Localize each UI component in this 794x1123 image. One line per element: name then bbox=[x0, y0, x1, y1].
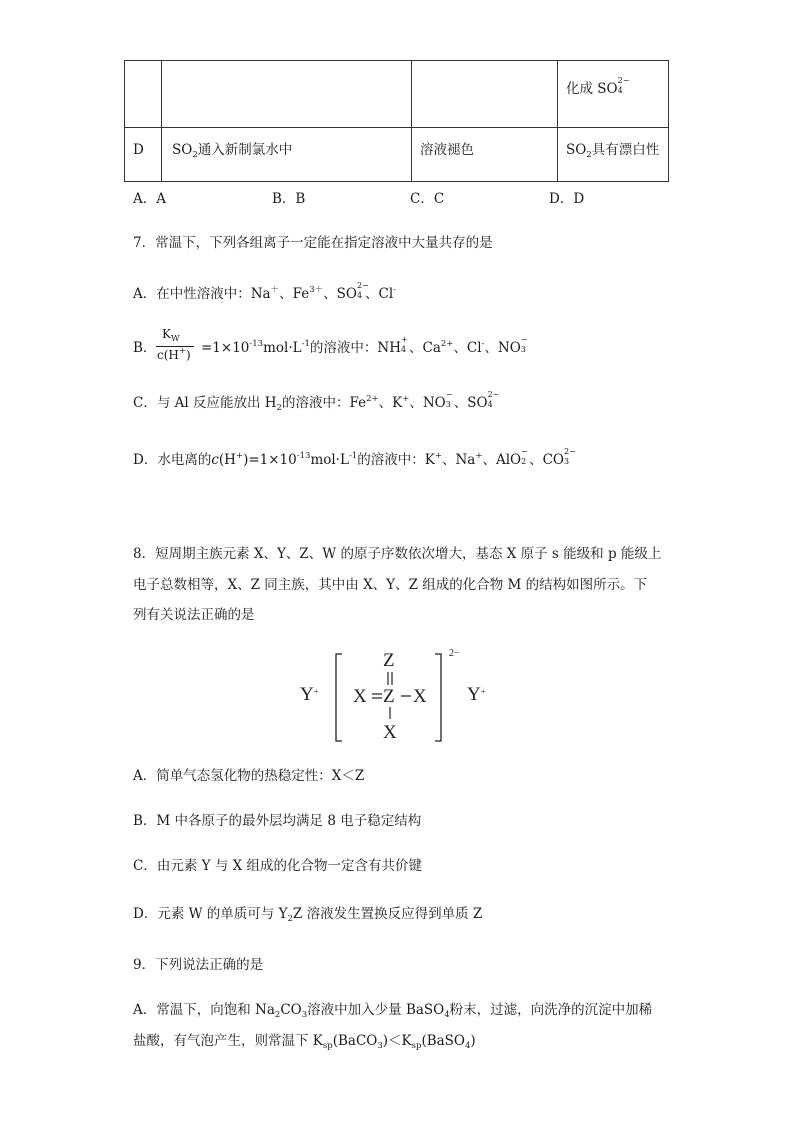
q7-stem: 7．常温下，下列各组离子一定能在指定溶液中大量共存的是 bbox=[133, 235, 493, 251]
q9-option-a-line-2: 盐酸，有气泡产生，则常温下 $K_{sp}(BaCO_3)<K_{sp}(BaSO_4)$ bbox=[133, 1033, 476, 1051]
table-cell-c-conclusion: 化成 SO 2− 4 bbox=[566, 76, 630, 97]
q9-option-a-line-1: A．常温下，向饱和 $Na_2CO_3$溶液中加入少量 BaSO$_4$粉末，过滤，向洗净的沉淀中加稀 bbox=[133, 1002, 653, 1020]
fraction-bar bbox=[156, 346, 194, 347]
structure-x-bottom: X bbox=[383, 722, 397, 743]
table-row-d-phenomenon: 溶液褪色 bbox=[420, 142, 474, 158]
q8-option-d: D．元素 W 的单质可与 $Y_2Z$ 溶液发生置换反应得到单质 Z bbox=[133, 906, 483, 924]
table-line bbox=[411, 60, 412, 182]
table-line bbox=[124, 181, 669, 182]
table-line bbox=[161, 60, 162, 182]
structure-z-center: Z bbox=[383, 686, 395, 707]
structure-x-right: X bbox=[413, 686, 427, 707]
q6-option-d: D．D bbox=[549, 191, 585, 207]
table-line bbox=[124, 60, 669, 61]
structure-z-top: Z bbox=[383, 650, 395, 671]
table-row-d-label: D bbox=[133, 142, 144, 158]
q8-stem-line-2: 电子总数相等，X、Z 同主族，其中由 X、Y、Z 组成的化合物 M 的结构如图所示。下 bbox=[133, 577, 648, 593]
fraction-denominator: c(H+) bbox=[157, 346, 191, 362]
structure-charge: 2− bbox=[449, 648, 460, 659]
q7-option-c: C．与 Al 反应能放出 $H_2$的溶液中：$Fe^{2+}$、K+、NO − 3 、SO 2− 4 bbox=[133, 390, 500, 413]
q8-stem-line-3: 列有关说法正确的是 bbox=[133, 607, 255, 623]
q8-option-c: C．由元素 Y 与 X 组成的化合物一定含有共价键 bbox=[133, 858, 423, 874]
q7-option-b-label: B． bbox=[133, 340, 157, 356]
table-line bbox=[124, 127, 669, 128]
q7-option-d: D．水电离的$c(H^+)=1\times 10^{-13}mol\cdot L^{-1}$的溶液中：K+、Na+、AlO − 2 、CO 2− 3 bbox=[133, 447, 576, 468]
q6-option-c: C．C bbox=[410, 191, 445, 207]
structure-x-left: X bbox=[353, 686, 367, 707]
q7-option-b: $=1\times 10^{-13}mol\cdot L^{-1}$的溶液中：NH + 4 、$Ca^{2+}$、Cl-、NO − 3 bbox=[201, 335, 528, 356]
table-line bbox=[557, 60, 558, 182]
q6-option-a: A．A bbox=[133, 191, 166, 207]
q9-stem: 9．下列说法正确的是 bbox=[133, 957, 264, 973]
left-bracket bbox=[336, 654, 342, 741]
q8-stem-line-1: 8．短周期主族元素 X、Y、Z、W 的原子序数依次增大，基态 X 原子 s 能级和 p 能级上 bbox=[133, 546, 662, 562]
table-line bbox=[668, 60, 669, 182]
q7-option-a: A．在中性溶液中：Na＋、$Fe^{3+}$、SO 2− 4 、Cl- bbox=[133, 281, 397, 302]
q8-option-b: B．M 中各原子的最外层均满足 8 电子稳定结构 bbox=[133, 813, 422, 829]
kw-fraction bbox=[155, 327, 197, 367]
table-row-d-operation: $SO_2$通入新制氯水中 bbox=[172, 142, 293, 160]
structure-cation-right: Y+ bbox=[467, 684, 486, 705]
table-line bbox=[124, 60, 125, 182]
q6-option-b: B．B bbox=[272, 191, 306, 207]
structure-cation-left: Y+ bbox=[300, 684, 319, 705]
right-bracket bbox=[435, 654, 441, 741]
table-row-d-conclusion: $SO_2$具有漂白性 bbox=[566, 142, 660, 160]
experiment-table bbox=[124, 60, 669, 182]
fraction-numerator: $K_W$ bbox=[162, 327, 180, 344]
q8-option-a: A．简单气态氢化物的热稳定性：X＜Z bbox=[133, 768, 365, 784]
